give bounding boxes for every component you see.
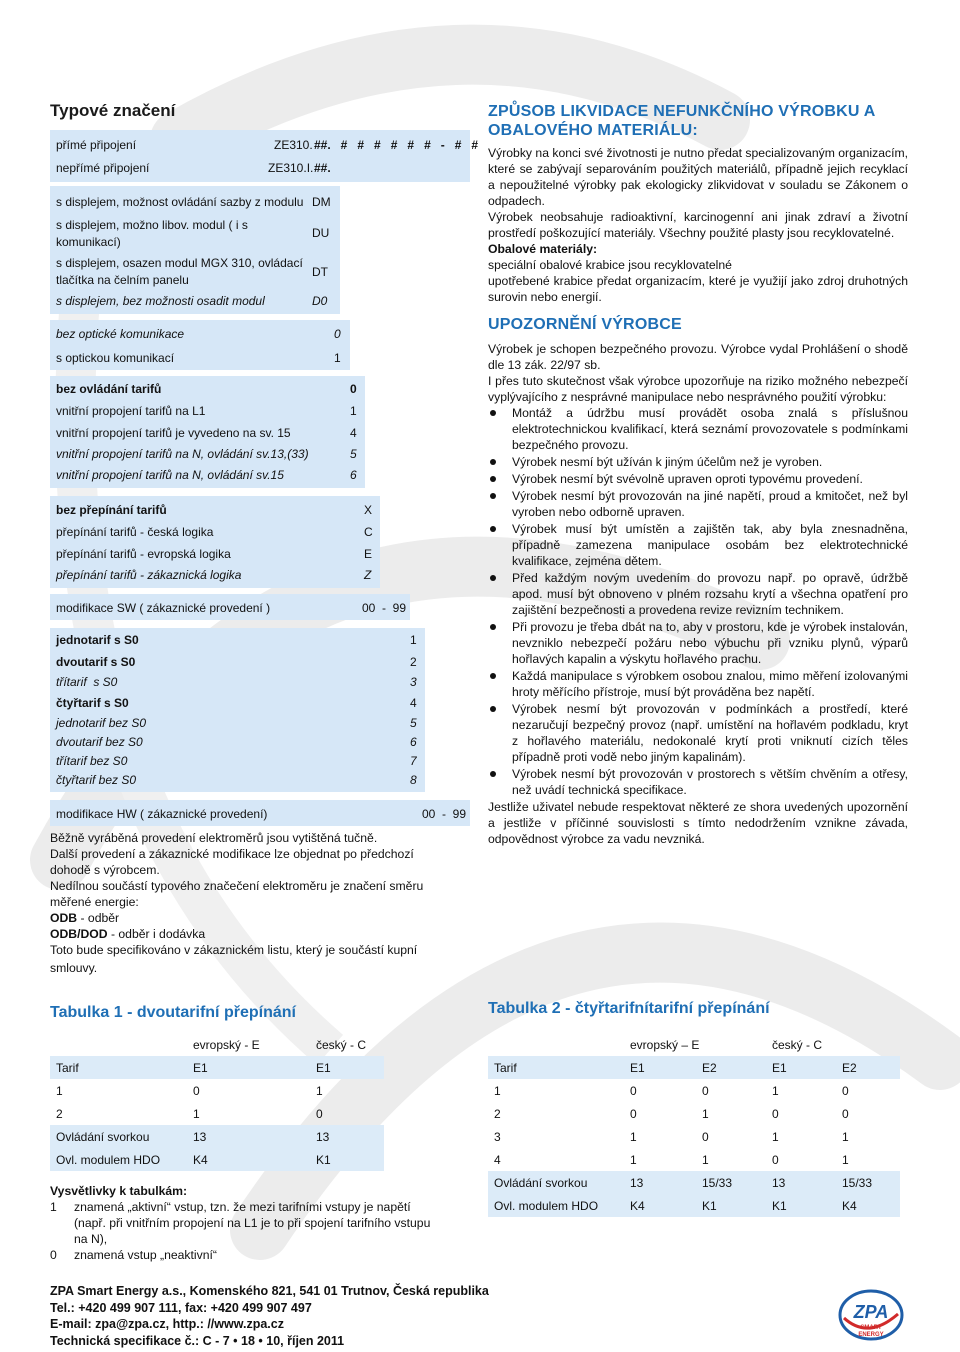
table-cell: K4 (187, 1148, 310, 1171)
table-cell: 1 (56, 1083, 63, 1098)
tariffs-8-val: 8 (410, 773, 417, 787)
table-cell: 4 (494, 1152, 501, 1167)
table-cell: K1 (696, 1194, 766, 1217)
table-cell: Tarif (488, 1056, 624, 1079)
warning-p3: Jestliže uživatel nebude respektovat některé ze shora uvedených upozornění a jestliže v příčinné souvislosti s tímto nedodržením vznikne závada, odpovědnost výrobce za vadu nevzniká. (488, 800, 908, 846)
table-cell: evropský – E (630, 1037, 700, 1052)
disposal-p1: Výrobky na konci své životnosti je nutno předat specializovaným organizacím, které se zabývají separováním použitých materiálů, případně jejich recyklací a nepoužitelné výrobky pak ekologicky zlikvidovat v souladu se Zákonem o odpadech. (488, 146, 908, 208)
disposal-p2: Výrobek neobsahuje radioaktivní, karcinogenní ani jinak zdraví a životní prostředí poškozující materiály. Všechny použité plasty jsou recyklovatelné. (488, 210, 908, 240)
table-row (488, 1079, 900, 1102)
code-direct: ZE310. (274, 138, 313, 152)
warning-item: Výrobek nesmí být provozován na jiné napětí, proud a kmitočet, než byl vyroben nebo odborně upraven. (488, 488, 908, 520)
warning-item: Výrobek nesmí být provozován v prostorech s větším chvěním a otřesy, než uvádí technická specifikace. (488, 766, 908, 798)
tariffs-1-val: 1 (410, 633, 417, 647)
table-cell: K4 (836, 1194, 900, 1217)
table-cell: evropský - E (193, 1037, 260, 1052)
table2-title: Tabulka 2 - čtyřtarifnítarifní přepínání (488, 1000, 770, 1017)
table-row (488, 1194, 900, 1217)
tariffs-1-label: jednotarif s S0 (56, 633, 139, 647)
switch-e-label: přepínání tarifů - evropská logika (56, 547, 231, 561)
table-row (50, 1079, 384, 1102)
note-odb: ODB - odběr (50, 911, 120, 925)
note-line: dohodě s výrobcem. (50, 863, 160, 877)
tariff-4-val: 4 (350, 426, 357, 440)
legend-item-0: 0 znamená vstup „neaktivní“ (50, 1248, 217, 1262)
display-dt-label2: tlačítka na čelním panelu (56, 273, 189, 287)
table-cell: E2 (696, 1056, 766, 1079)
hw-label: modifikace HW ( zákaznické provedení) (56, 807, 268, 821)
table-cell: 2 (494, 1106, 501, 1121)
warning-item: Montáž a údržbu musí provádět osoba znalá s příslušnou elektrotechnickou kvalifikací, která seznámí provozovatele s podmínkami bezpečného provozu. (488, 405, 908, 453)
table-cell: E1 (624, 1056, 696, 1079)
tariffs-8-label: čtyřtarif bez S0 (56, 773, 137, 787)
warning-list (488, 405, 908, 798)
logo-sub1: SMART (860, 1325, 882, 1331)
table-cell: 1 (842, 1152, 849, 1167)
table-cell: 0 (772, 1106, 779, 1121)
display-du-label: s displejem, možno libov. modul ( i s (56, 218, 248, 232)
table-cell: 1 (494, 1083, 501, 1098)
table-row (50, 1056, 384, 1079)
switch-x-label: bez přepínání tarifů (56, 503, 167, 517)
note-line: Další provedení a zákaznické modifikace lze objednat po předchozí (50, 847, 414, 861)
sw-label: modifikace SW ( zákaznické provedení ) (56, 601, 271, 615)
warning-item: Výrobek nesmí být užíván k jiným účelům než je vyroben. (488, 454, 908, 470)
note-line: měřené energie: (50, 895, 139, 909)
display-dt-val: DT (312, 265, 328, 279)
legend-title: Vysvětlivky k tabulkám: (50, 1184, 188, 1198)
table-cell: 2 (56, 1106, 63, 1121)
switch-c-label: přepínání tarifů - česká logika (56, 525, 214, 539)
table-cell: 1 (842, 1129, 849, 1144)
table-cell: 0 (702, 1083, 709, 1098)
table-cell: 0 (193, 1083, 200, 1098)
switch-x-val: X (364, 503, 373, 517)
tariff-1-val: 1 (350, 404, 357, 418)
table1 (50, 1033, 384, 1171)
tariffs-4-val: 4 (410, 696, 417, 710)
tariffs-5-label: jednotarif bez S0 (56, 716, 147, 730)
table-row (488, 1056, 900, 1079)
table-cell: 0 (630, 1106, 637, 1121)
table-cell: 1 (702, 1152, 709, 1167)
tariffs-7-val: 7 (410, 754, 417, 768)
note-line: Nedílnou součástí typového značečení elektroměru je značení směru (50, 879, 424, 893)
table-row (50, 1033, 384, 1056)
tariffs-6-val: 6 (410, 735, 417, 749)
table-row (488, 1171, 900, 1194)
packaging-p1: speciální obalové krabice jsou recyklovatelné (488, 258, 732, 272)
logo-sub2: ENERGY (858, 1332, 884, 1338)
note-oddod: ODB/DOD - odběr i dodávka (50, 927, 206, 941)
footer-phone: Tel.: +420 499 907 111, fax: +420 499 907 497 (50, 1300, 312, 1315)
tariff-6-label: vnitřní propojení tarifů na N, ovládání sv.15 (56, 468, 284, 482)
switch-z-val: Z (364, 568, 372, 582)
table-row (488, 1033, 900, 1056)
code-hash-direct: ##. # # # # # # - # # (314, 138, 479, 152)
table-cell: 13 (766, 1171, 836, 1194)
tariffs-3-val: 3 (410, 675, 417, 689)
table-cell: Ovládání svorkou (50, 1125, 187, 1148)
tariff-6-val: 6 (350, 468, 357, 482)
table-cell: K1 (766, 1194, 836, 1217)
table-cell: 13 (187, 1125, 310, 1148)
table-cell: Ovl. modulem HDO (50, 1148, 187, 1171)
table-cell: 1 (193, 1106, 200, 1121)
warning-item: Výrobek musí být umístěn a zajištěn tak, aby byla znesnadněna, případně zamezena manipulace osobám bez elektrotechnické kvalifikace, zejména dětem. (488, 521, 908, 569)
optic-0-val: 0 (334, 327, 341, 341)
table-cell: 0 (630, 1083, 637, 1098)
code-row-indirect-label: nepřímé připojení (56, 161, 150, 175)
optic-0-label: bez optické komunikace (56, 327, 185, 341)
legend (50, 1183, 480, 1263)
switch-c-val: C (364, 525, 373, 539)
tariffs-7-label: třítarif bez S0 (56, 754, 128, 768)
tariff-5-label: vnitřní propojení tarifů na N, ovládání sv.13,(33) (56, 447, 309, 461)
display-d0-label: s displejem, bez možnosti osadit modul (56, 294, 265, 308)
footer-address: ZPA Smart Energy a.s., Komenského 821, 541 01 Trutnov, Česká republika (50, 1284, 489, 1298)
table1-title: Tabulka 1 - dvoutarifní přepínání (50, 1004, 296, 1021)
disposal-heading-2: OBALOVÉHO MATERIÁLU: (488, 122, 698, 139)
packaging-p2: upotřebené krabice předat organizacím, které je využijí jako zdroj druhotných surovin nebo energií. (488, 274, 908, 304)
table-row (50, 1102, 384, 1125)
table-row (488, 1102, 900, 1125)
footer-email[interactable]: E-mail: zpa@zpa.cz, http.: //www.zpa.cz (50, 1317, 284, 1331)
table-cell: český - C (316, 1037, 367, 1052)
table-row (488, 1125, 900, 1148)
table-cell: 0 (842, 1106, 849, 1121)
table-cell: E1 (766, 1056, 836, 1079)
note-line: smlouvy. (50, 961, 98, 975)
tariff-0-label: bez ovládání tarifů (56, 382, 162, 396)
table-cell: 1 (772, 1083, 779, 1098)
table-cell (488, 1033, 624, 1056)
table-row (488, 1148, 900, 1171)
packaging-title: Obalové materiály: (488, 242, 598, 256)
tariff-1-label: vnitřní propojení tarifů na L1 (56, 404, 206, 418)
legend-item-1: 1 znamená „aktivní“ vstup, tzn. že mezi tarifními vstupy je napětí (např. při vnitřním propojení na L1 je to při spojení tarifního vstupu na N), (50, 1200, 431, 1246)
logo-icon (838, 1288, 904, 1344)
table-row (50, 1125, 384, 1148)
optic-1-val: 1 (334, 351, 341, 365)
table-cell: 0 (842, 1083, 849, 1098)
table-cell: K4 (624, 1194, 696, 1217)
notes-block (50, 830, 470, 976)
table-cell: 0 (702, 1129, 709, 1144)
code-hash-indirect: ##. (314, 161, 331, 175)
display-dm-val: DM (312, 195, 331, 209)
table-cell: Ovládání svorkou (488, 1171, 624, 1194)
warning-p2: I přes tuto skutečnost však výrobce upozorňuje na riziko možného nebezpečí vyplývajícího z nesprávné manipulace nebo nesprávného použití výrobku: (488, 374, 908, 404)
tariffs-5-val: 5 (410, 716, 417, 730)
table-cell: Tarif (50, 1056, 187, 1079)
table-cell: 3 (494, 1129, 501, 1144)
tariffs-2-label: dvoutarif s S0 (56, 655, 136, 669)
warning-p1: Výrobek je schopen bezpečného provozu. Výrobce vydal Prohlášení o shodě dle 13 zák. 22/97 sb. (488, 342, 908, 372)
table-cell: 0 (772, 1152, 779, 1167)
warning-item: Před každým novým uvedením do provozu např. po opravě, údržbě apod. musí být obnoveno v plném rozsahu krytí a všechna opatření pro zajištění bezpečnosti a provedena revize revizním technikem. (488, 570, 908, 618)
table-cell: 1 (772, 1129, 779, 1144)
tariff-0-val: 0 (350, 382, 357, 396)
warning-item: Výrobek nesmí být provozován v podmínkách a prostředí, které nezaručují bezpečný provoz (např. umístění na hořlavém podkladu, kryt z hořlavého materiálu, nedokonalé krytí proti vniknutí cizích těles případně proti vodě nebo jiným kapalinám). (488, 701, 908, 765)
table-cell: 0 (316, 1106, 323, 1121)
tariffs-6-label: dvoutarif bez S0 (56, 735, 143, 749)
code-row-label: přímé připojení (56, 138, 137, 152)
sw-val: 00 - 99 (362, 601, 407, 615)
tariffs-4-label: čtyřtarif s S0 (56, 696, 129, 710)
table-cell: K1 (310, 1148, 384, 1171)
table-cell: 15/33 (836, 1171, 900, 1194)
table-cell: český - C (772, 1037, 823, 1052)
tariffs-2-val: 2 (410, 655, 417, 669)
table-cell: 15/33 (696, 1171, 766, 1194)
tariff-4-label: vnitřní propojení tarifů je vyvedeno na sv. 15 (56, 426, 291, 440)
tariffs-3-label: třítarif s S0 (56, 675, 118, 689)
table-cell: 1 (630, 1129, 637, 1144)
table-cell: 13 (310, 1125, 384, 1148)
note-line: Běžně vyráběná provedení elektroměrů jsou vytištěná tučně. (50, 831, 378, 845)
right-column (488, 102, 908, 847)
warning-item: Každá manipulace s výrobkem osobou znalou, mimo měření izolovanými hroty měřícího přístroje, musí být prováděna bez napětí. (488, 668, 908, 700)
table-cell: E1 (310, 1056, 384, 1079)
code-indirect: ZE310.I. (268, 161, 314, 175)
table-cell: Ovl. modulem HDO (488, 1194, 624, 1217)
section-title-type: Typové značení (50, 101, 176, 120)
table-cell: 13 (624, 1171, 696, 1194)
tariff-5-val: 5 (350, 447, 357, 461)
table-row (50, 1148, 384, 1171)
display-d0-val: D0 (312, 294, 328, 308)
footer-spec: Technická specifikace č.: C - 7 • 18 • 10, říjen 2011 (50, 1333, 345, 1348)
warning-item: Při provozu je třeba dbát na to, aby v prostoru, kde je výrobek instalován, nevzniklo nebezpečí požáru nebo výbuchu při vzniku plynů, výparů hořlavých kapalin a výskytu hořlavého prachu. (488, 619, 908, 667)
table-cell: 1 (630, 1152, 637, 1167)
footer (50, 1283, 489, 1349)
table-cell: 1 (702, 1106, 709, 1121)
warning-heading: UPOZORNĚNÍ VÝROBCE (488, 316, 682, 333)
display-du-val: DU (312, 226, 330, 240)
display-dm-label: s displejem, možnost ovládání sazby z modulu (56, 195, 304, 209)
table-cell (50, 1033, 187, 1056)
table2 (488, 1033, 900, 1217)
table-cell: E1 (187, 1056, 310, 1079)
note-line: Toto bude specifikováno v zákaznickém listu, který je součástí kupní (50, 943, 418, 957)
display-du-label2: komunikací) (56, 235, 121, 249)
disposal-heading: ZPŮSOB LIKVIDACE NEFUNKČNÍHO VÝROBKU A (488, 103, 876, 120)
zpa-logo (838, 1288, 904, 1344)
table-cell: E2 (836, 1056, 900, 1079)
warning-item: Výrobek nesmí být svévolně upraven oproti typovému provedení. (488, 471, 908, 487)
table-cell: 1 (316, 1083, 323, 1098)
optic-1-label: s optickou komunikací (56, 351, 175, 365)
display-dt-label: s displejem, osazen modul MGX 310, ovládací (56, 256, 303, 270)
hw-val: 00 - 99 (422, 807, 467, 821)
switch-z-label: přepínání tarifů - zákaznická logika (56, 568, 242, 582)
switch-e-val: E (364, 547, 373, 561)
logo-brand: ZPA (853, 1302, 889, 1322)
